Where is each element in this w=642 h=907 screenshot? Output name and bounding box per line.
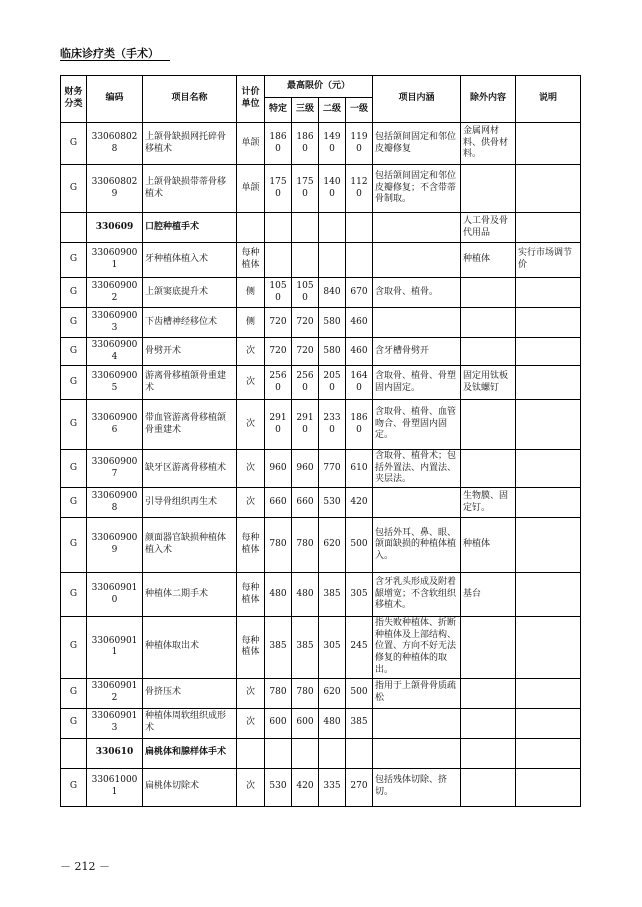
price-level2-cell: 620	[319, 518, 346, 573]
notes-cell	[516, 338, 581, 366]
content-cell: 含牙槽骨劈开	[373, 338, 461, 366]
table-body	[61, 123, 581, 807]
notes-cell	[516, 213, 581, 243]
price-level2-cell: 840	[319, 278, 346, 308]
unit-cell	[237, 738, 265, 768]
price-special-cell: 2560	[265, 366, 292, 400]
notes-cell	[516, 738, 581, 768]
code-cell: 330609013	[87, 708, 143, 738]
excluded-cell: 固定用钛板及钛螺钉	[461, 366, 516, 400]
notes-cell	[516, 573, 581, 617]
table-row	[61, 617, 581, 678]
category-cell: G	[61, 278, 87, 308]
price-special-cell: 530	[265, 768, 292, 806]
price-level3-cell	[292, 243, 319, 278]
table-row	[61, 165, 581, 213]
price-special-cell: 1860	[265, 123, 292, 165]
name-cell: 扁桃体和腺样体手术	[143, 738, 237, 768]
price-special-cell: 780	[265, 518, 292, 573]
content-cell: 含牙乳头形成及附着龈增宽；不含软组织移植术。	[373, 573, 461, 617]
unit-cell: 次	[237, 488, 265, 518]
table-row	[61, 308, 581, 338]
code-cell: 330609008	[87, 488, 143, 518]
price-level2-cell: 1400	[319, 165, 346, 213]
notes-cell: 实行市场调节价	[516, 243, 581, 278]
price-level1-cell: 1120	[346, 165, 373, 213]
category-cell: G	[61, 338, 87, 366]
category-cell: G	[61, 617, 87, 678]
category-cell: G	[61, 243, 87, 278]
header-underline	[60, 60, 170, 61]
price-special-cell: 385	[265, 617, 292, 678]
price-level1-cell: 460	[346, 308, 373, 338]
unit-cell: 次	[237, 338, 265, 366]
code-cell: 330610001	[87, 768, 143, 806]
price-level2-cell: 580	[319, 338, 346, 366]
unit-cell: 每种植体	[237, 617, 265, 678]
content-cell	[373, 488, 461, 518]
price-special-cell: 660	[265, 488, 292, 518]
excluded-cell	[461, 450, 516, 488]
name-cell: 种植体二期手术	[143, 573, 237, 617]
code-cell: 330609009	[87, 518, 143, 573]
price-level3-cell: 720	[292, 338, 319, 366]
price-special-cell	[265, 243, 292, 278]
header-category: 财务分类	[61, 76, 87, 123]
content-cell: 含取骨、植骨、骨塑固内固定。	[373, 366, 461, 400]
content-cell	[373, 213, 461, 243]
category-cell: G	[61, 768, 87, 806]
price-level1-cell: 610	[346, 450, 373, 488]
unit-cell	[237, 213, 265, 243]
name-cell: 种植体周软组织成形术	[143, 708, 237, 738]
price-level2-cell: 305	[319, 617, 346, 678]
header-level3: 三级	[292, 98, 319, 123]
price-level3-cell: 420	[292, 768, 319, 806]
price-level2-cell: 335	[319, 768, 346, 806]
price-level1-cell: 305	[346, 573, 373, 617]
name-cell: 牙种植体植入术	[143, 243, 237, 278]
price-level3-cell: 385	[292, 617, 319, 678]
category-cell: G	[61, 366, 87, 400]
category-cell: G	[61, 708, 87, 738]
header-max-price: 最高限价（元）	[265, 76, 373, 98]
notes-cell	[516, 278, 581, 308]
category-cell: G	[61, 518, 87, 573]
content-cell	[373, 738, 461, 768]
price-level1-cell: 460	[346, 338, 373, 366]
price-level2-cell: 2050	[319, 366, 346, 400]
content-cell: 含取骨、植骨术；包括外置法、内置法、夹层法。	[373, 450, 461, 488]
price-special-cell: 600	[265, 708, 292, 738]
notes-cell	[516, 708, 581, 738]
excluded-cell: 人工骨及骨代用品	[461, 213, 516, 243]
header-excluded: 除外内容	[461, 76, 516, 123]
name-cell: 扁桃体切除术	[143, 768, 237, 806]
category-cell: G	[61, 165, 87, 213]
notes-cell	[516, 488, 581, 518]
price-level1-cell: 245	[346, 617, 373, 678]
name-cell: 引导骨组织再生术	[143, 488, 237, 518]
price-level2-cell: 620	[319, 678, 346, 708]
notes-cell	[516, 617, 581, 678]
table-row	[61, 338, 581, 366]
price-special-cell: 480	[265, 573, 292, 617]
unit-cell: 次	[237, 450, 265, 488]
excluded-cell: 种植体	[461, 518, 516, 573]
price-level3-cell: 2910	[292, 400, 319, 450]
price-level2-cell	[319, 738, 346, 768]
header-name: 项目名称	[143, 76, 237, 123]
table-row	[61, 768, 581, 806]
content-cell: 包括颌间固定和邻位皮瓣修复	[373, 123, 461, 165]
content-cell: 指用于上颌骨骨质疏松	[373, 678, 461, 708]
price-level3-cell: 780	[292, 518, 319, 573]
price-level1-cell: 1190	[346, 123, 373, 165]
price-special-cell: 780	[265, 678, 292, 708]
category-cell: G	[61, 123, 87, 165]
header-special: 特定	[265, 98, 292, 123]
price-level2-cell	[319, 243, 346, 278]
price-special-cell: 1050	[265, 278, 292, 308]
price-level2-cell	[319, 213, 346, 243]
price-level2-cell: 480	[319, 708, 346, 738]
category-cell: G	[61, 450, 87, 488]
category-cell	[61, 213, 87, 243]
code-cell: 330609006	[87, 400, 143, 450]
excluded-cell	[461, 308, 516, 338]
code-cell: 330608028	[87, 123, 143, 165]
price-level1-cell: 1860	[346, 400, 373, 450]
name-cell: 游离骨移植颌骨重建术	[143, 366, 237, 400]
price-level1-cell	[346, 213, 373, 243]
code-cell: 330609004	[87, 338, 143, 366]
excluded-cell: 金属网材料、供骨材料。	[461, 123, 516, 165]
content-cell	[373, 308, 461, 338]
price-level3-cell: 960	[292, 450, 319, 488]
price-level3-cell: 1050	[292, 278, 319, 308]
notes-cell	[516, 678, 581, 708]
header-notes: 说明	[516, 76, 581, 123]
content-cell: 含取骨、植骨、血管吻合、骨塑固内固定。	[373, 400, 461, 450]
unit-cell: 侧	[237, 278, 265, 308]
content-cell: 指失败种植体、折断种植体及上部结构、位置、方向不好无法修复的种植体的取出。	[373, 617, 461, 678]
name-cell: 上颌骨缺损网托碎骨移植术	[143, 123, 237, 165]
excluded-cell	[461, 768, 516, 806]
price-special-cell	[265, 738, 292, 768]
price-level3-cell: 720	[292, 308, 319, 338]
name-cell: 带血管游离骨移植颌骨重建术	[143, 400, 237, 450]
code-cell: 330609001	[87, 243, 143, 278]
price-special-cell: 720	[265, 308, 292, 338]
notes-cell	[516, 768, 581, 806]
content-cell	[373, 243, 461, 278]
code-cell: 330609003	[87, 308, 143, 338]
excluded-cell: 基台	[461, 573, 516, 617]
price-level3-cell	[292, 213, 319, 243]
unit-cell: 单颌	[237, 123, 265, 165]
unit-cell: 每种植体	[237, 518, 265, 573]
name-cell: 颜面器官缺损种植体植入术	[143, 518, 237, 573]
price-level2-cell: 770	[319, 450, 346, 488]
price-level3-cell: 2560	[292, 366, 319, 400]
price-level1-cell	[346, 243, 373, 278]
price-level2-cell: 1490	[319, 123, 346, 165]
notes-cell	[516, 123, 581, 165]
excluded-cell	[461, 617, 516, 678]
unit-cell: 侧	[237, 308, 265, 338]
excluded-cell	[461, 738, 516, 768]
code-cell: 330609011	[87, 617, 143, 678]
price-special-cell: 1750	[265, 165, 292, 213]
unit-cell: 次	[237, 708, 265, 738]
code-cell: 330610	[87, 738, 143, 768]
code-cell: 330608029	[87, 165, 143, 213]
table-row	[61, 366, 581, 400]
price-level1-cell: 270	[346, 768, 373, 806]
excluded-cell	[461, 708, 516, 738]
unit-cell: 次	[237, 678, 265, 708]
header-unit: 计价单位	[237, 76, 265, 123]
price-special-cell: 960	[265, 450, 292, 488]
unit-cell: 次	[237, 400, 265, 450]
page-number: － 212 －	[60, 860, 110, 873]
unit-cell: 次	[237, 768, 265, 806]
table-row	[61, 243, 581, 278]
price-special-cell	[265, 213, 292, 243]
fee-schedule-table	[60, 75, 581, 807]
excluded-cell: 种植体	[461, 243, 516, 278]
notes-cell	[516, 518, 581, 573]
section-row	[61, 738, 581, 768]
table-row	[61, 518, 581, 573]
table-row	[61, 450, 581, 488]
price-level3-cell: 600	[292, 708, 319, 738]
section-row	[61, 213, 581, 243]
code-cell: 330609012	[87, 678, 143, 708]
category-cell: G	[61, 308, 87, 338]
price-level2-cell: 385	[319, 573, 346, 617]
price-level1-cell: 500	[346, 518, 373, 573]
price-special-cell: 720	[265, 338, 292, 366]
excluded-cell	[461, 678, 516, 708]
header-content: 项目内涵	[373, 76, 461, 123]
content-cell: 含取骨、植骨。	[373, 278, 461, 308]
unit-cell: 每种植体	[237, 243, 265, 278]
category-cell	[61, 738, 87, 768]
category-cell: G	[61, 678, 87, 708]
name-cell: 上颌骨缺损带蒂骨移植术	[143, 165, 237, 213]
code-cell: 330609002	[87, 278, 143, 308]
table-row	[61, 400, 581, 450]
excluded-cell	[461, 165, 516, 213]
name-cell: 下齿槽神经移位术	[143, 308, 237, 338]
unit-cell: 每种植体	[237, 573, 265, 617]
notes-cell	[516, 400, 581, 450]
table-row	[61, 123, 581, 165]
price-level1-cell: 670	[346, 278, 373, 308]
notes-cell	[516, 366, 581, 400]
name-cell: 口腔种植手术	[143, 213, 237, 243]
price-level1-cell	[346, 738, 373, 768]
header-level1: 一级	[346, 98, 373, 123]
content-cell: 包括外耳、鼻、眼、颌面缺损的种植体植入。	[373, 518, 461, 573]
table-row	[61, 573, 581, 617]
price-level3-cell: 480	[292, 573, 319, 617]
name-cell: 骨劈开术	[143, 338, 237, 366]
table-row	[61, 488, 581, 518]
name-cell: 骨挤压术	[143, 678, 237, 708]
unit-cell: 单颌	[237, 165, 265, 213]
notes-cell	[516, 450, 581, 488]
excluded-cell	[461, 338, 516, 366]
code-cell: 330609	[87, 213, 143, 243]
price-level3-cell: 780	[292, 678, 319, 708]
content-cell	[373, 708, 461, 738]
price-level3-cell	[292, 738, 319, 768]
content-cell: 包括颌间固定和邻位皮瓣修复；不含带蒂骨制取。	[373, 165, 461, 213]
price-special-cell: 2910	[265, 400, 292, 450]
name-cell: 上颌窦底提升术	[143, 278, 237, 308]
price-level2-cell: 2330	[319, 400, 346, 450]
category-cell: G	[61, 488, 87, 518]
excluded-cell: 生物膜、固定钉。	[461, 488, 516, 518]
unit-cell: 次	[237, 366, 265, 400]
code-cell: 330609007	[87, 450, 143, 488]
category-cell: G	[61, 400, 87, 450]
table-row	[61, 278, 581, 308]
price-level1-cell: 500	[346, 678, 373, 708]
price-level3-cell: 1750	[292, 165, 319, 213]
price-level1-cell: 420	[346, 488, 373, 518]
table-row	[61, 678, 581, 708]
header-code: 编码	[87, 76, 143, 123]
price-level3-cell: 1860	[292, 123, 319, 165]
notes-cell	[516, 308, 581, 338]
name-cell: 种植体取出术	[143, 617, 237, 678]
excluded-cell	[461, 400, 516, 450]
category-cell: G	[61, 573, 87, 617]
price-level2-cell: 580	[319, 308, 346, 338]
price-level3-cell: 660	[292, 488, 319, 518]
notes-cell	[516, 165, 581, 213]
code-cell: 330609010	[87, 573, 143, 617]
price-level1-cell: 1640	[346, 366, 373, 400]
excluded-cell	[461, 278, 516, 308]
header-level2: 二级	[319, 98, 346, 123]
page-header-title: 临床诊疗类（手术）	[60, 47, 159, 60]
code-cell: 330609005	[87, 366, 143, 400]
price-level2-cell: 530	[319, 488, 346, 518]
table-row	[61, 708, 581, 738]
name-cell: 缺牙区游离骨移植术	[143, 450, 237, 488]
price-level1-cell: 385	[346, 708, 373, 738]
content-cell: 包括残体切除、挤切。	[373, 768, 461, 806]
